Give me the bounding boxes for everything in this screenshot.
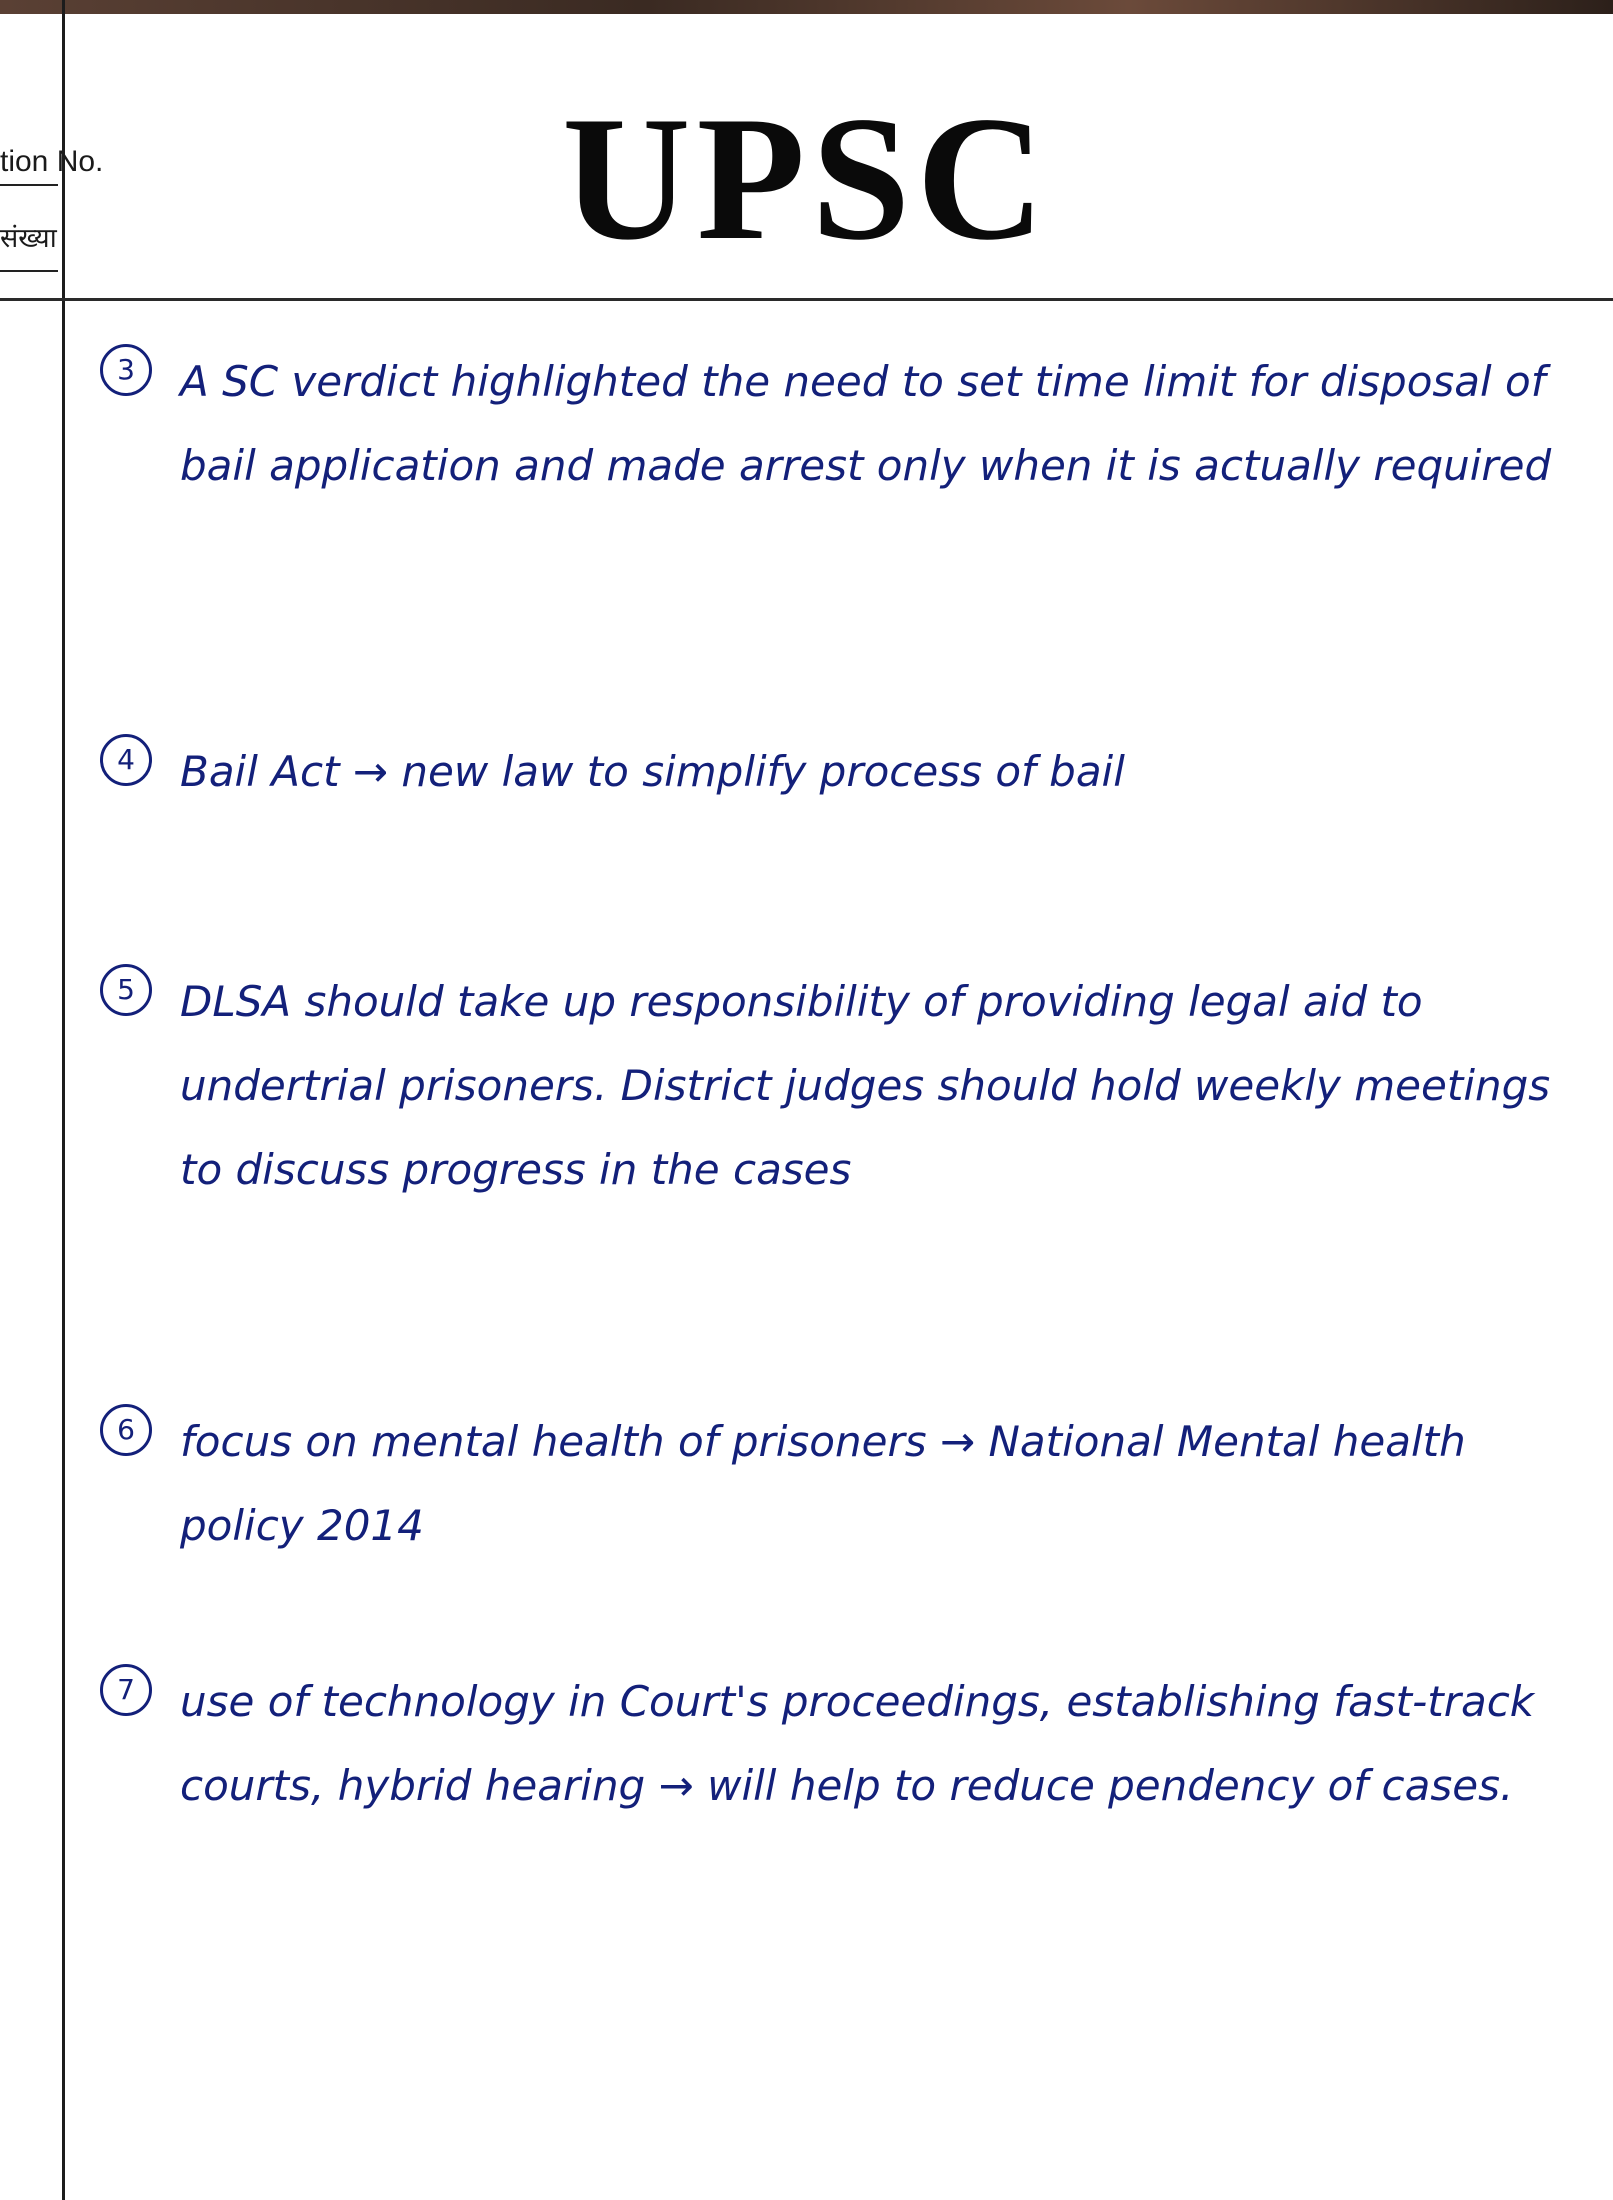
page-title: UPSC xyxy=(562,79,1051,277)
point-text: Bail Act → new law to simplify process of bail xyxy=(180,747,1125,796)
point-number-badge: 6 xyxy=(100,1404,152,1456)
point-number-badge: 4 xyxy=(100,734,152,786)
point-number-badge: 7 xyxy=(100,1664,152,1716)
point-number-badge: 5 xyxy=(100,964,152,1016)
header-divider xyxy=(0,298,1613,301)
left-margin-line xyxy=(62,0,65,2200)
point-number-badge: 3 xyxy=(100,344,152,396)
question-number-label-hindi: संख्या xyxy=(0,223,57,254)
point-text: DLSA should take up responsibility of providing legal aid to undertrial prisoners. District judges should hold weekly meetings to discuss progress in the cases xyxy=(180,977,1551,1194)
point-text: focus on mental health of prisoners → National Mental health policy 2014 xyxy=(180,1417,1466,1550)
point-text: A SC verdict highlighted the need to set time limit for disposal of bail application and made arrest only when it is actually required xyxy=(180,357,1552,490)
point-text: use of technology in Court's proceedings, establishing fast-track courts, hybrid hearing → will help to reduce pendency of cases. xyxy=(180,1677,1535,1810)
top-edge-strip xyxy=(0,0,1613,14)
question-number-label: tion No. xyxy=(0,145,104,178)
